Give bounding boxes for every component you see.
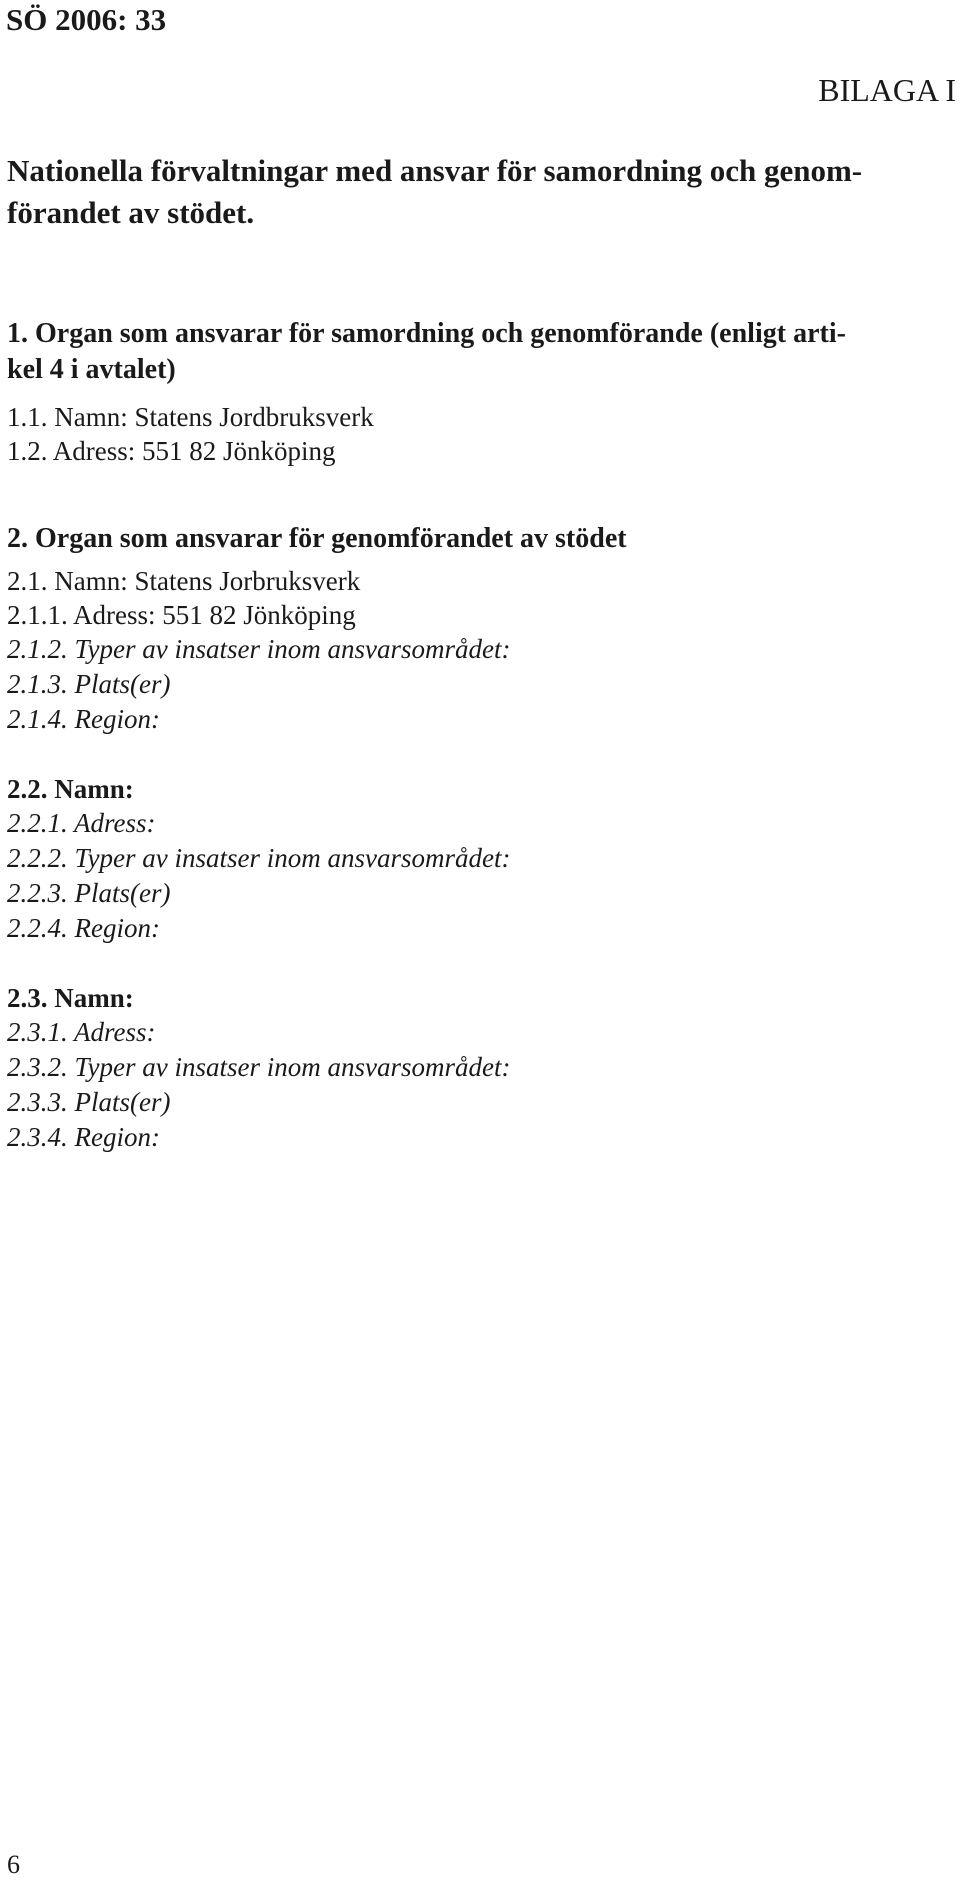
section-1-heading-line-1: 1. Organ som ansvarar för samordning och genomförande (enligt arti- (7, 318, 846, 349)
section-1-item: 1.1. Namn: Statens Jordbruksverk (7, 402, 374, 432)
section-2-heading: 2. Organ som ansvarar för genomförandet av stödet (7, 523, 627, 554)
section-2-2-1-address: 2.2.1. Adress: (7, 808, 156, 838)
section-2-3-2-types: 2.3.2. Typer av insatser inom ansvarsområdet: (7, 1052, 511, 1082)
page-number: 6 (7, 1850, 20, 1879)
section-1-heading (7, 316, 846, 388)
appendix-label: BILAGA I (818, 72, 956, 108)
section-2-1-2-types: 2.1.2. Typer av insatser inom ansvarsområdet: (7, 634, 511, 664)
title-line-1: Nationella förvaltningar med ansvar för samordning och genom- (7, 153, 863, 188)
section-2-1-4-region: 2.1.4. Region: (7, 704, 160, 734)
section-1-heading-line-2: kel 4 i avtalet) (7, 354, 176, 385)
section-2-2-3-places: 2.2.3. Plats(er) (7, 878, 171, 908)
section-2-1-3-places: 2.1.3. Plats(er) (7, 669, 171, 699)
section-2-1-name: 2.1. Namn: Statens Jorbruksverk (7, 566, 361, 596)
section-2-3-3-places: 2.3.3. Plats(er) (7, 1087, 171, 1117)
section-1-item: 1.2. Adress: 551 82 Jönköping (7, 436, 336, 466)
document-title (7, 150, 862, 234)
section-2-3-4-region: 2.3.4. Region: (7, 1122, 160, 1152)
section-2-2-4-region: 2.2.4. Region: (7, 913, 160, 943)
section-2-2-2-types: 2.2.2. Typer av insatser inom ansvarsområdet: (7, 843, 511, 873)
section-2-3-1-address: 2.3.1. Adress: (7, 1017, 156, 1047)
document-reference: SÖ 2006: 33 (6, 2, 167, 37)
section-2-2-heading: 2.2. Namn: (7, 774, 134, 804)
section-2-3-heading: 2.3. Namn: (7, 983, 134, 1013)
title-line-2: förandet av stödet. (7, 195, 255, 230)
section-2-1-1-address: 2.1.1. Adress: 551 82 Jönköping (7, 600, 356, 630)
